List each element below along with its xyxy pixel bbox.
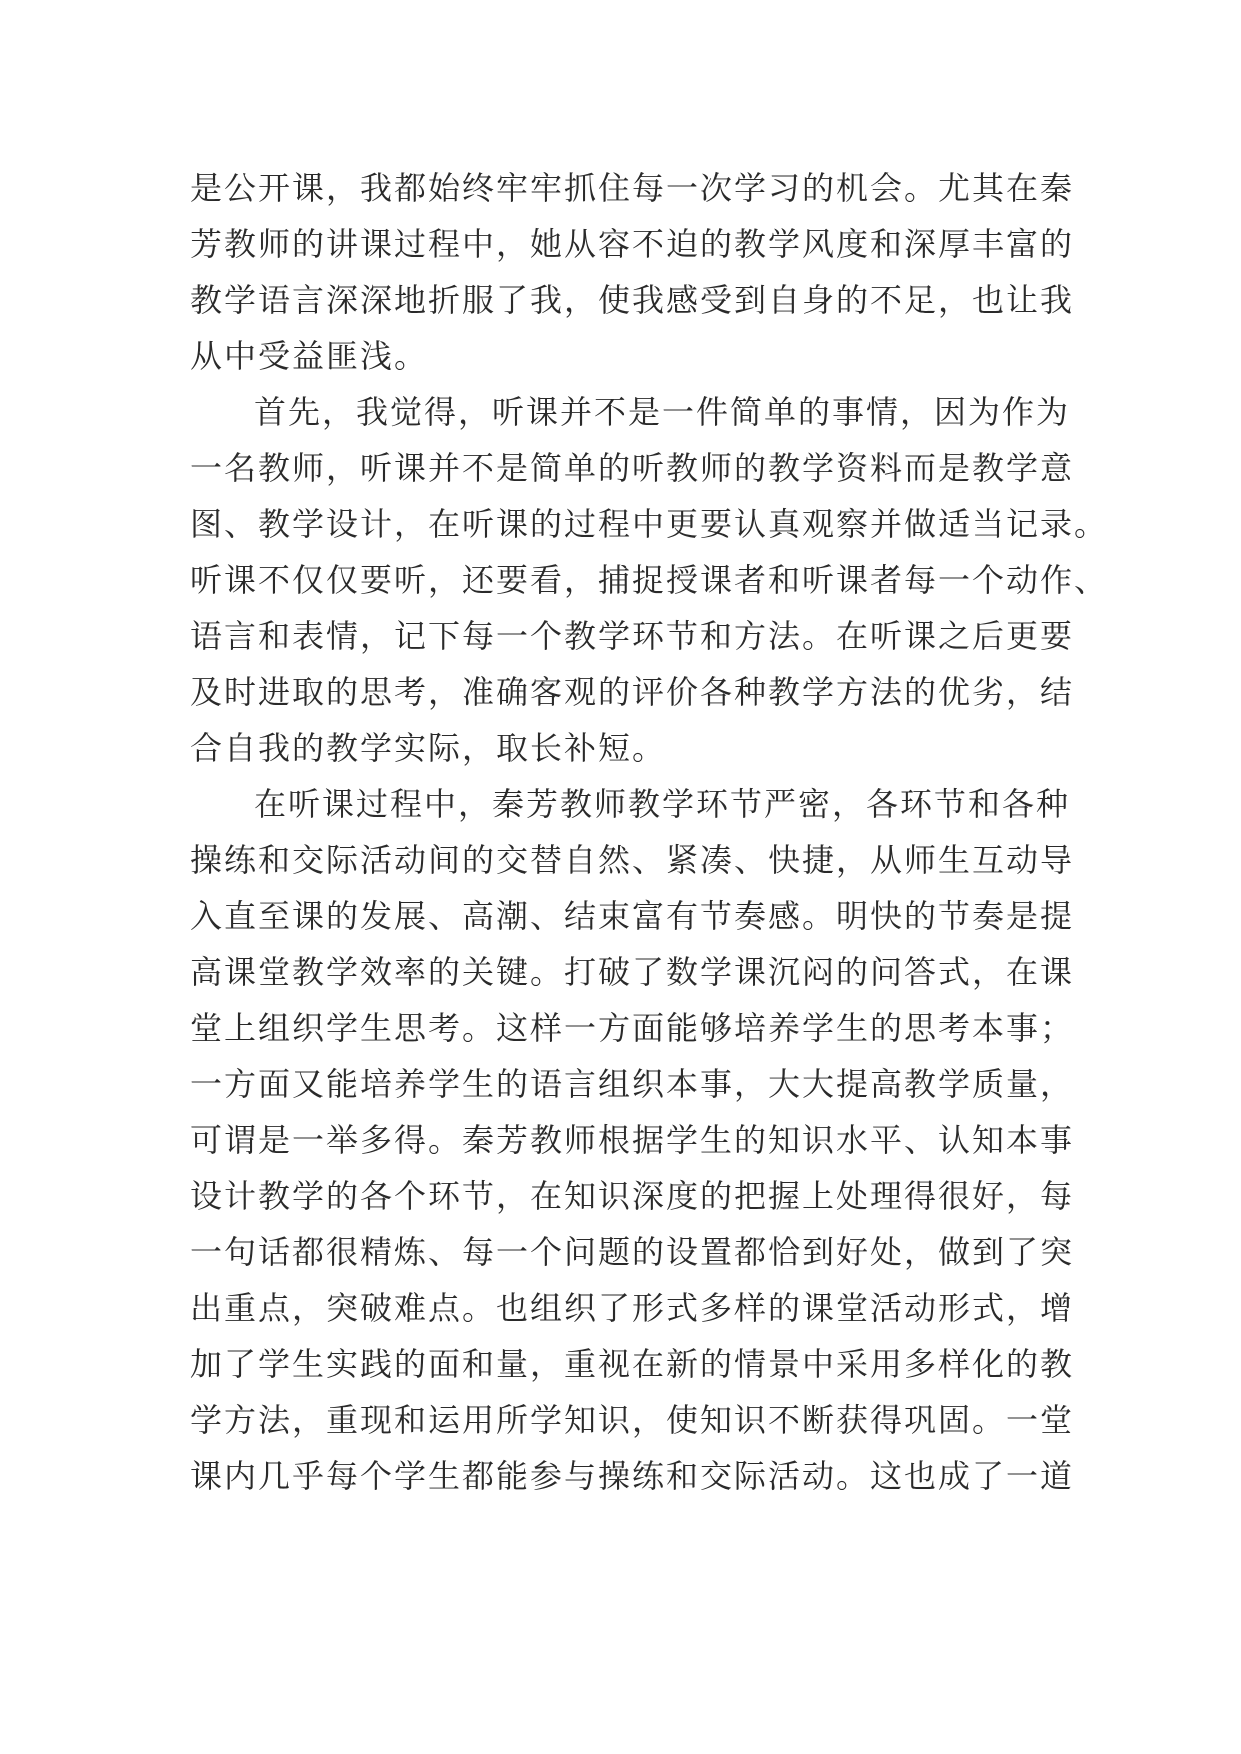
text-line: 合自我的教学实际，取长补短。 (190, 729, 667, 767)
body-text (190, 160, 1109, 1504)
text-line: 入直至课的发展、高潮、结束富有节奏感。明快的节奏是提 (190, 897, 1075, 935)
text-line: 教学语言深深地折服了我，使我感受到自身的不足，也让我 (190, 281, 1075, 319)
text-line: 课内几乎每个学生都能参与操练和交际活动。这也成了一道 (190, 1457, 1075, 1495)
paragraph-first-line: 在听课过程中，秦芳教师教学环节严密，各环节和各种 (254, 785, 1071, 823)
text-line: 芳教师的讲课过程中，她从容不迫的教学风度和深厚丰富的 (190, 225, 1075, 263)
text-line: 从中受益匪浅。 (190, 337, 429, 375)
text-line: 图、教学设计，在听课的过程中更要认真观察并做适当记录。 (190, 505, 1109, 543)
text-line: 学方法，重现和运用所学知识，使知识不断获得巩固。一堂 (190, 1401, 1075, 1439)
text-line: 语言和表情，记下每一个教学环节和方法。在听课之后更要 (190, 617, 1075, 655)
text-line: 加了学生实践的面和量，重视在新的情景中采用多样化的教 (190, 1345, 1075, 1383)
text-line: 听课不仅仅要听，还要看，捕捉授课者和听课者每一个动作、 (190, 561, 1109, 599)
text-line: 一句话都很精炼、每一个问题的设置都恰到好处，做到了突 (190, 1233, 1075, 1271)
text-line: 出重点，突破难点。也组织了形式多样的课堂活动形式，增 (190, 1289, 1075, 1327)
text-line: 一名教师，听课并不是简单的听教师的教学资料而是教学意 (190, 449, 1075, 487)
text-line: 操练和交际活动间的交替自然、紧凑、快捷，从师生互动导 (190, 841, 1075, 879)
paragraph-first-line: 首先，我觉得，听课并不是一件简单的事情，因为作为 (254, 393, 1071, 431)
text-line: 高课堂教学效率的关键。打破了数学课沉闷的问答式，在课 (190, 953, 1075, 991)
text-line: 设计教学的各个环节，在知识深度的把握上处理得很好，每 (190, 1177, 1075, 1215)
text-line: 堂上组织学生思考。这样一方面能够培养学生的思考本事； (190, 1009, 1075, 1047)
text-line: 是公开课，我都始终牢牢抓住每一次学习的机会。尤其在秦 (190, 169, 1075, 207)
text-line: 及时进取的思考，准确客观的评价各种教学方法的优劣，结 (190, 673, 1075, 711)
text-line: 可谓是一举多得。秦芳教师根据学生的知识水平、认知本事 (190, 1121, 1075, 1159)
text-line: 一方面又能培养学生的语言组织本事，大大提高教学质量， (190, 1065, 1075, 1103)
